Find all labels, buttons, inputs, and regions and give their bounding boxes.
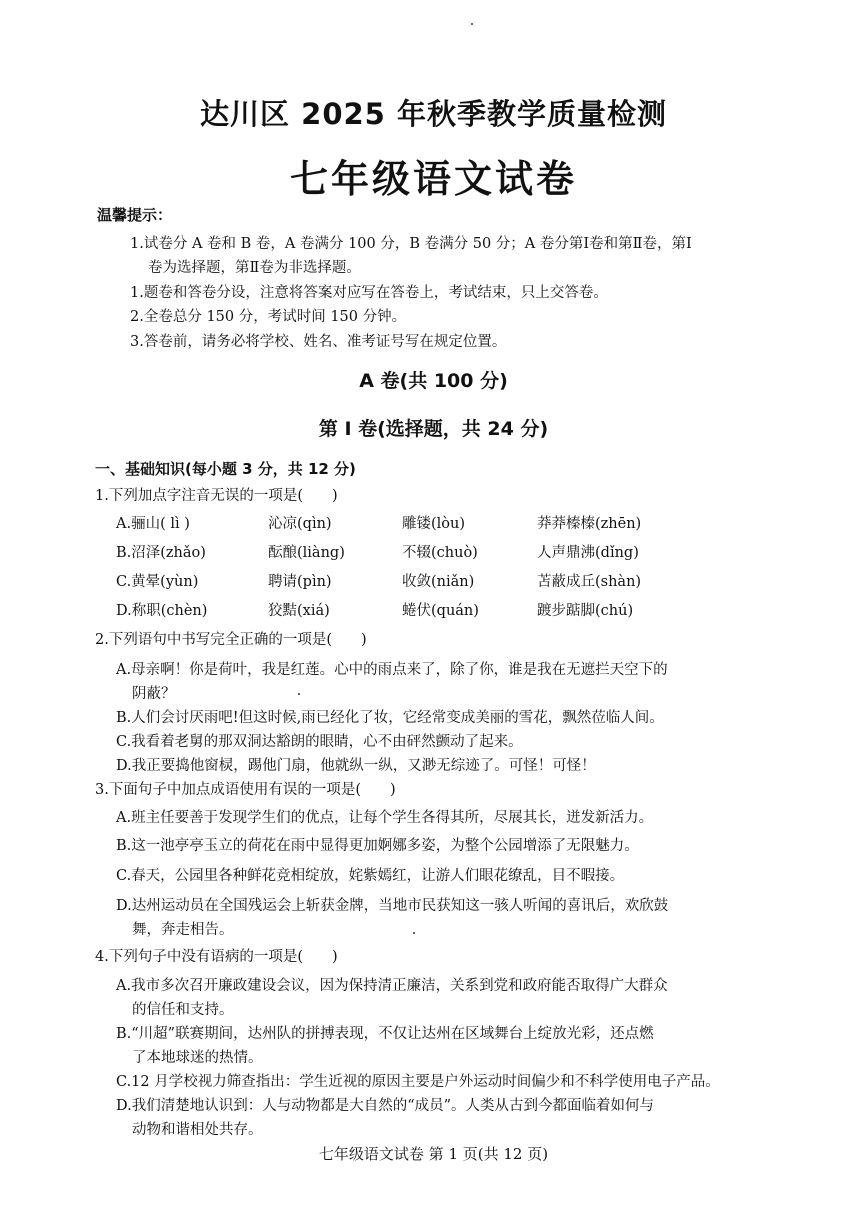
q1-option: 不辍(chuò) bbox=[402, 545, 478, 561]
q1-option: 酝酿(liàng) bbox=[268, 545, 345, 561]
q4-option: A.我市多次召开廉政建设会议，因为保持清正廉洁，关系到党和政府能否取得广大群众 bbox=[116, 978, 668, 994]
q3-option: C.春天，公园里各种鲜花竞相绽放，姹紫嫣红，让游人们眼花缭乱，目不暇接。 bbox=[116, 868, 625, 884]
q1-option: 沁凉(qìn) bbox=[268, 516, 332, 532]
q1-option: 狡黠(xiá) bbox=[268, 603, 330, 619]
q1-option: 苫蔽成丘(shàn) bbox=[537, 574, 642, 590]
q1-option: B.沼泽(zhǎo) bbox=[116, 545, 206, 561]
q2-option: A.母亲啊！你是荷叶，我是红莲。心中的雨点来了，除了你，谁是我在无遮拦天空下的 bbox=[116, 662, 668, 678]
tips-line: 卷为选择题，第Ⅱ卷为非选择题。 bbox=[148, 260, 361, 276]
q3-option: B.这一池亭亭玉立的荷花在雨中显得更加婀娜多姿，为整个公园增添了无限魅力。 bbox=[116, 838, 639, 854]
question-2-stem: 2.下列语句中书写完全正确的一项是( ) bbox=[95, 632, 367, 648]
q1-option: 人声鼎沸(dǐng) bbox=[537, 545, 639, 561]
q1-option: A.骊山( lì ) bbox=[116, 516, 190, 532]
q2-option: B.人们会讨厌雨吧!但这时候,雨已经化了妆，它经常变成美丽的雪花，飘然莅临人间。 bbox=[116, 710, 664, 726]
exam-subtitle: 七年级语文试卷 bbox=[289, 157, 577, 201]
q1-option: D.称职(chèn) bbox=[116, 603, 208, 619]
section-a-heading: A 卷(共 100 分) bbox=[359, 370, 508, 392]
q1-option: C.黄晕(yùn) bbox=[116, 574, 199, 590]
q2-option: C.我看着老舅的那双洞达豁朗的眼睛，心不由砰然颤动了起来。 bbox=[116, 734, 523, 750]
q4-option: 的信任和支持。 bbox=[132, 1002, 234, 1018]
page-footer: 七年级语文试卷 第 1 页(共 12 页) bbox=[318, 1145, 549, 1163]
q3-option: A.班主任要善于发现学生们的优点，让每个学生各得其所，尽展其长，迸发新活力。 bbox=[116, 810, 654, 826]
scan-speck bbox=[413, 932, 415, 934]
q2-option: D.我正要捣他窗棂，踢他门扇，他就纵一纵，又渺无综迹了。可怪！可怪！ bbox=[116, 758, 596, 774]
exam-title: 达川区 2025 年秋季教学质量检测 bbox=[200, 97, 667, 131]
tips-line: 3.答卷前，请务必将学校、姓名、准考证号写在规定位置。 bbox=[130, 334, 507, 350]
scan-speck bbox=[471, 23, 473, 25]
q1-option: 收敛(niǎn) bbox=[402, 574, 475, 590]
scan-speck bbox=[298, 693, 300, 695]
tips-line: 2.全卷总分 150 分，考试时间 150 分钟。 bbox=[130, 309, 407, 325]
q4-option: C.12 月学校视力筛查指出：学生近视的原因主要是户外运动时间偏少和不科学使用电子产品。 bbox=[116, 1074, 720, 1090]
q1-option: 蜷伏(quán) bbox=[402, 603, 479, 619]
question-4-stem: 4.下列句子中没有语病的一项是( ) bbox=[95, 949, 338, 965]
part-one-heading: 一、基础知识(每小题 3 分，共 12 分) bbox=[95, 460, 356, 478]
question-1-stem: 1.下列加点字注音无误的一项是( ) bbox=[95, 488, 338, 504]
q1-option: 雕镂(lòu) bbox=[402, 516, 466, 532]
q4-option: D.我们清楚地认识到：人与动物都是大自然的“成员”。人类从古到今都面临着如何与 bbox=[116, 1098, 655, 1114]
q1-option: 聘请(pìn) bbox=[268, 574, 332, 590]
tips-line: 1.题卷和答卷分设，注意将答案对应写在答卷上，考试结束，只上交答卷。 bbox=[130, 285, 608, 301]
tips-label: 温馨提示： bbox=[97, 206, 173, 224]
q1-option: 踱步踮脚(chú) bbox=[537, 603, 634, 619]
q4-option: B.“川超”联赛期间，达州队的拼搏表现，不仅让达州在区域舞台上绽放光彩，还点燃 bbox=[116, 1026, 654, 1042]
q2-option: 阴蔽？ bbox=[132, 686, 176, 702]
question-3-stem: 3.下面句子中加点成语使用有误的一项是( ) bbox=[95, 782, 396, 798]
q4-option: 动物和谐相处共存。 bbox=[132, 1122, 263, 1138]
tips-line: 1.试卷分 A 卷和 B 卷，A 卷满分 100 分，B 卷满分 50 分；A 卷分第Ⅰ卷和第Ⅱ卷，第Ⅰ bbox=[130, 236, 692, 252]
volume-one-heading: 第 I 卷(选择题，共 24 分) bbox=[318, 418, 549, 440]
q3-option: 舞，奔走相告。 bbox=[132, 922, 234, 938]
q1-option: 莽莽榛榛(zhēn) bbox=[537, 516, 642, 532]
q3-option: D.达州运动员在全国残运会上斩获金牌，当地市民获知这一骇人听闻的喜讯后，欢欣鼓 bbox=[116, 898, 669, 914]
q4-option: 了本地球迷的热情。 bbox=[132, 1050, 263, 1066]
